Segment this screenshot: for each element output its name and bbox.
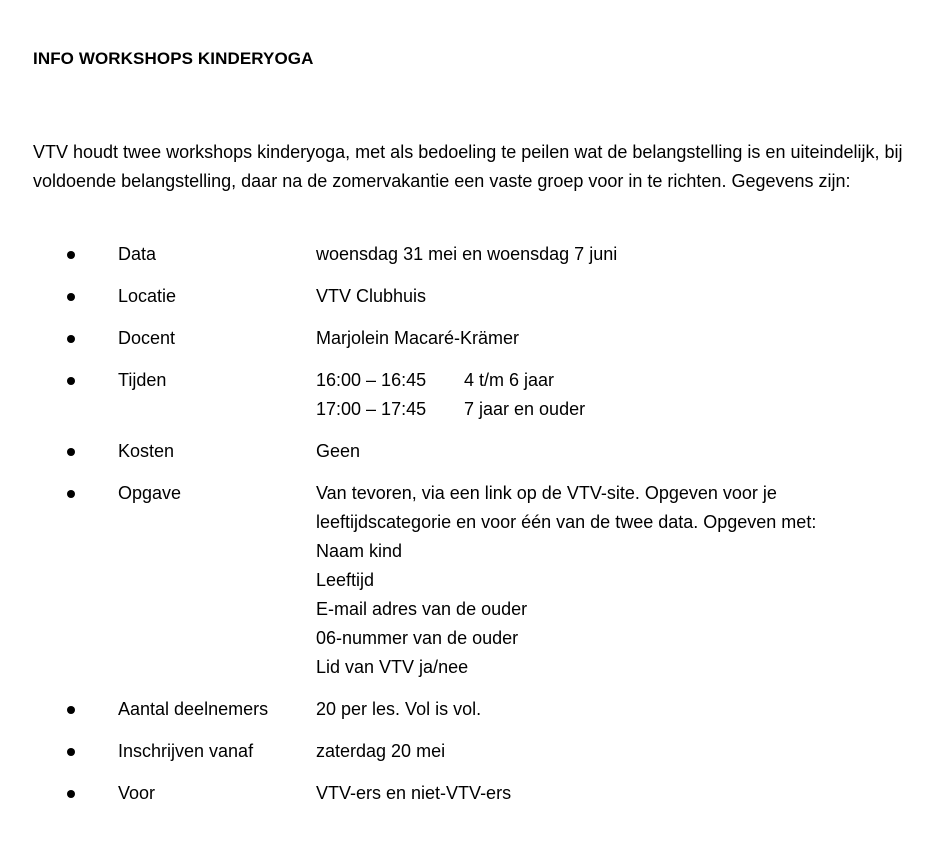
item-label: Inschrijven vanaf — [118, 741, 254, 761]
opgave-line: Lid van VTV ja/nee — [316, 657, 469, 677]
list-item-deelnemers — [0, 695, 931, 724]
item-value: 20 per les. Vol is vol. — [316, 699, 482, 719]
opgave-line: Naam kind — [316, 541, 403, 561]
list-item-docent — [0, 324, 931, 353]
item-value: Geen — [316, 441, 361, 461]
opgave-line: 06-nummer van de ouder — [316, 628, 519, 648]
list-item-inschrijven — [0, 737, 931, 766]
time-slot — [316, 395, 896, 424]
item-value: zaterdag 20 mei — [316, 741, 446, 761]
list-item-kosten — [0, 437, 931, 466]
item-label: Opgave — [118, 483, 182, 503]
opgave-line: Van tevoren, via een link op de VTV-site. Opgeven voor je — [316, 483, 777, 503]
bullet-icon — [67, 377, 75, 385]
time-range: 16:00 – 16:45 — [316, 370, 427, 390]
opgave-line: E-mail adres van de ouder — [316, 599, 528, 619]
bullet-icon — [67, 490, 75, 498]
age-group: 7 jaar en ouder — [464, 399, 586, 419]
item-label: Locatie — [118, 286, 177, 306]
bullet-icon — [67, 748, 75, 756]
opgave-line: Leeftijd — [316, 570, 375, 590]
bullet-icon — [67, 251, 75, 259]
age-group: 4 t/m 6 jaar — [464, 370, 555, 390]
list-item-locatie — [0, 282, 931, 311]
document-title: INFO WORKSHOPS KINDERYOGA — [33, 49, 314, 68]
list-item-voor — [0, 779, 931, 808]
bullet-icon — [67, 706, 75, 714]
bullet-icon — [67, 335, 75, 343]
details-list — [0, 240, 931, 821]
time-range: 17:00 – 17:45 — [316, 399, 427, 419]
item-label: Tijden — [118, 370, 167, 390]
item-label: Data — [118, 244, 157, 264]
opgave-line: leeftijdscategorie en voor één van de twee data. Opgeven met: — [316, 512, 817, 532]
time-slot — [316, 366, 896, 395]
item-label: Kosten — [118, 441, 175, 461]
item-label: Docent — [118, 328, 176, 348]
bullet-icon — [67, 448, 75, 456]
item-value: VTV-ers en niet-VTV-ers — [316, 783, 512, 803]
item-value: Marjolein Macaré-Krämer — [316, 328, 520, 348]
item-label: Voor — [118, 783, 156, 803]
list-item-tijden — [0, 366, 931, 424]
item-label: Aantal deelnemers — [118, 699, 269, 719]
intro-paragraph: VTV houdt twee workshops kinderyoga, met als bedoeling te peilen wat de belangstelling is en uiteindelijk, bij voldoende belangstelling, daar na de zomervakantie een vaste groep voor in te richten. Gegevens zijn: — [33, 142, 903, 191]
list-item-opgave — [0, 479, 931, 682]
bullet-icon — [67, 790, 75, 798]
item-value: woensdag 31 mei en woensdag 7 juni — [316, 244, 618, 264]
item-value — [316, 479, 896, 682]
item-value — [316, 366, 896, 424]
item-value: VTV Clubhuis — [316, 286, 427, 306]
bullet-icon — [67, 293, 75, 301]
list-item-data — [0, 240, 931, 269]
